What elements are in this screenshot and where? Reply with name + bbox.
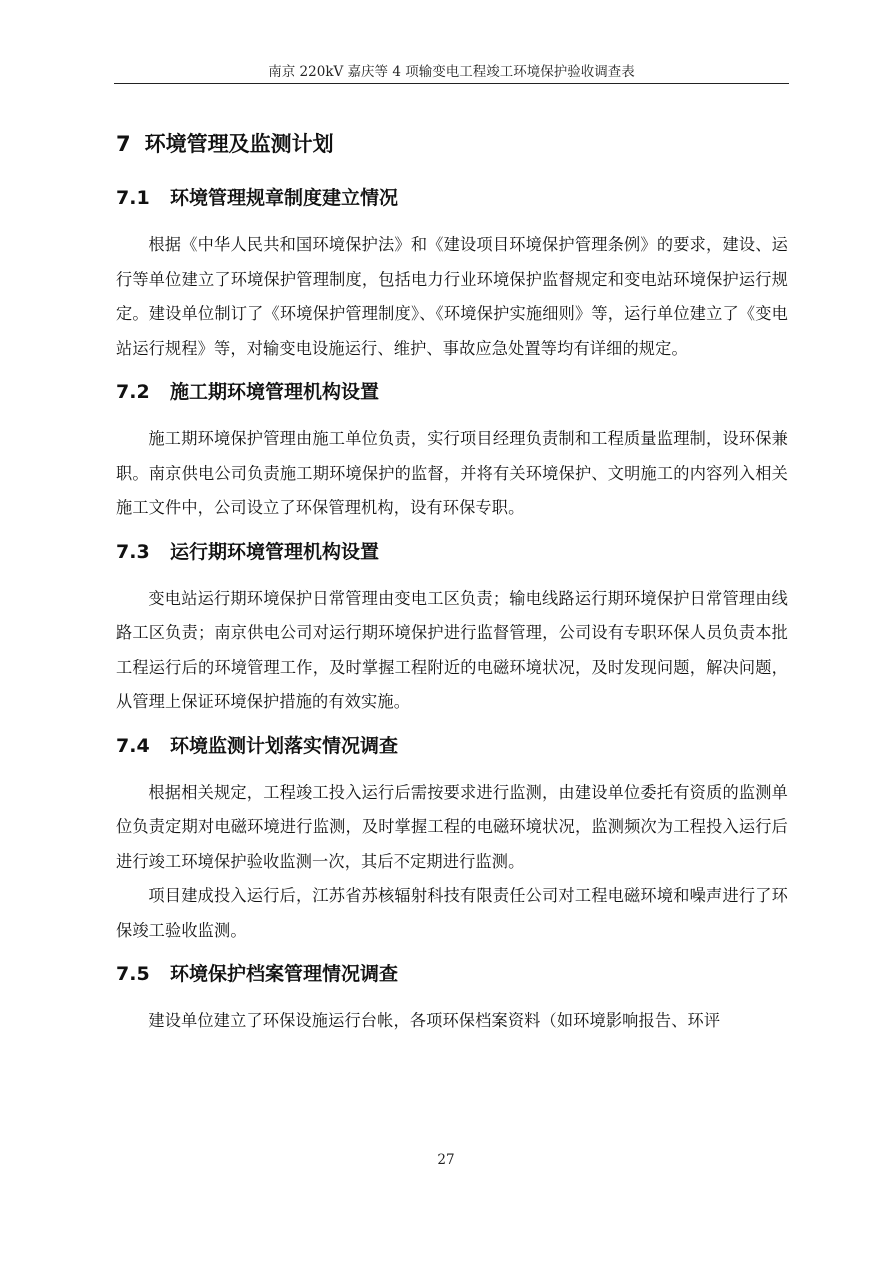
section-7-3 xyxy=(116,536,788,720)
paragraph: 施工期环境保护管理由施工单位负责，实行项目经理负责制和工程质量监理制，设环保兼职。南京供电公司负责施工期环境保护的监督，并将有关环境保护、文明施工的内容列入相关施工文件中，公司设立了环保管理机构，设有环保专职。 xyxy=(116,429,788,517)
section-title: 运行期环境管理机构设置 xyxy=(170,540,380,563)
chapter-number: 7 xyxy=(116,132,131,156)
section-7-2 xyxy=(116,376,788,526)
paragraph: 根据相关规定，工程竣工投入运行后需按要求进行监测，由建设单位委托有资质的监测单位负责定期对电磁环境进行监测，及时掌握工程的电磁环境状况，监测频次为工程投入运行后进行竣工环境保护验收监测一次，其后不定期进行监测。 xyxy=(116,782,788,871)
section-7-4 xyxy=(116,730,788,949)
paragraph: 建设单位建立了环保设施运行台帐，各项环保档案资料（如环境影响报告、环评 xyxy=(148,1011,721,1030)
chapter-heading xyxy=(116,124,788,164)
section-number: 7.4 xyxy=(116,734,150,757)
section-heading xyxy=(116,730,788,762)
page-number: 27 xyxy=(437,1152,455,1168)
chapter-title: 环境管理及监测计划 xyxy=(144,132,334,156)
section-number: 7.1 xyxy=(116,187,150,209)
section-heading xyxy=(116,376,788,408)
section-7-5 xyxy=(116,958,788,1039)
section-title: 环境管理规章制度建立情况 xyxy=(170,187,399,209)
section-title: 施工期环境管理机构设置 xyxy=(170,381,380,403)
paragraph: 项目建成投入运行后，江苏省苏核辐射科技有限责任公司对工程电磁环境和噪声进行了环保竣工验收监测。 xyxy=(116,886,788,940)
section-heading xyxy=(116,958,788,990)
paragraph: 根据《中华人民共和国环境保护法》和《建设项目环境保护管理条例》的要求，建设、运行等单位建立了环境保护管理制度，包括电力行业环境保护监督规定和变电站环境保护运行规定。建设单位制订了《环境保护管理制度》、《环境保护实施细则》等，运行单位建立了《变电站运行规程》等，对输变电设施运行、维护、事故应急处置等均有详细的规定。 xyxy=(116,235,788,358)
section-title: 环境监测计划落实情况调查 xyxy=(170,734,399,757)
section-7-1 xyxy=(116,182,788,366)
section-heading xyxy=(116,182,788,214)
section-number: 7.2 xyxy=(116,381,150,403)
section-title: 环境保护档案管理情况调查 xyxy=(170,963,399,985)
section-number: 7.3 xyxy=(116,540,150,563)
section-heading xyxy=(116,536,788,568)
header-divider xyxy=(114,83,789,84)
paragraph: 变电站运行期环境保护日常管理由变电工区负责；输电线路运行期环境保护日常管理由线路工区负责；南京供电公司对运行期环境保护进行监督管理，公司设有专职环保人员负责本批工程运行后的环境管理工作，及时掌握工程附近的电磁环境状况，及时发现问题，解决问题，从管理上保证环境保护措施的有效实施。 xyxy=(116,588,788,711)
page-content xyxy=(116,124,788,1049)
section-number: 7.5 xyxy=(116,963,150,985)
running-header: 南京 220kV 嘉庆等 4 项输变电工程竣工环境保护验收调查表 xyxy=(268,64,635,80)
